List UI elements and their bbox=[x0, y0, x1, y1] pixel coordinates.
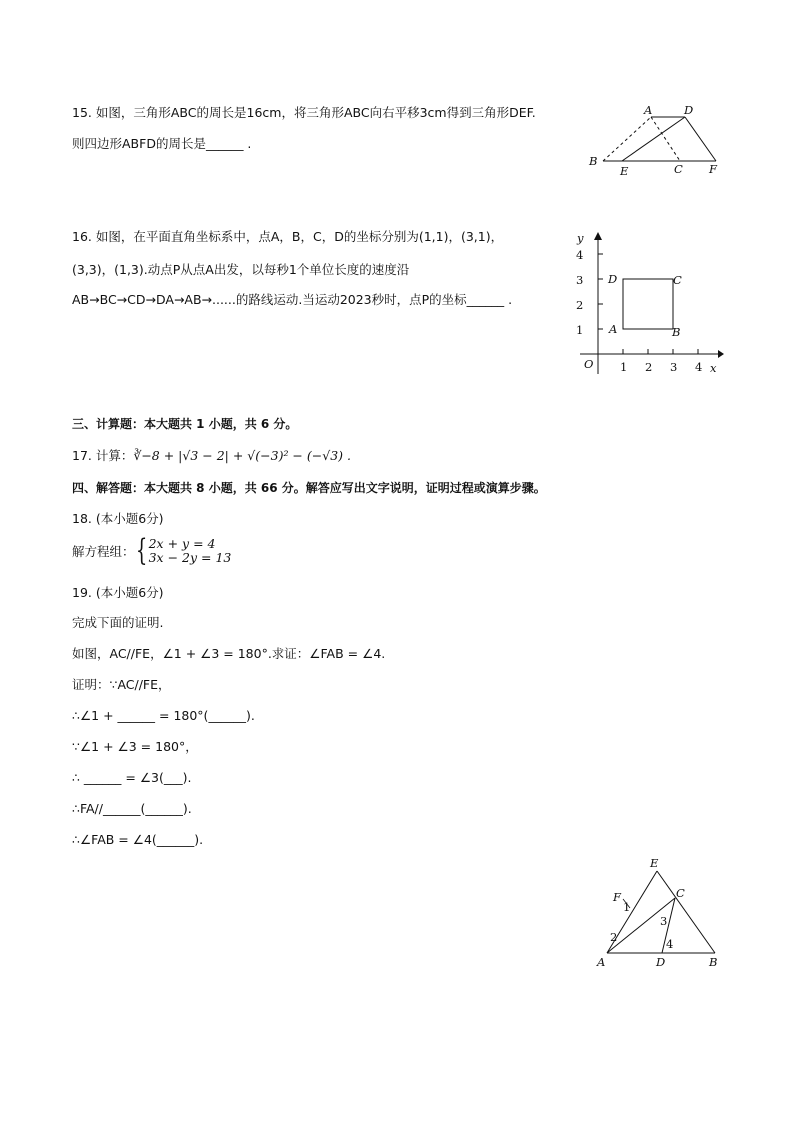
point-c-label: C bbox=[673, 273, 682, 287]
q19-angle-2: 2 bbox=[610, 930, 618, 944]
axis-y-label: y bbox=[577, 231, 584, 245]
x-tick-1: 1 bbox=[620, 360, 628, 374]
q15-label-d: D bbox=[684, 103, 694, 117]
q19-line-5: ∵∠1 + ∠3 = 180°， bbox=[72, 739, 198, 754]
q15-label-a: A bbox=[644, 103, 653, 117]
q15-label-e: E bbox=[620, 164, 629, 178]
point-d-label: D bbox=[608, 272, 618, 286]
point-b-label: B bbox=[672, 325, 681, 339]
section-4-heading: 四、解答题：本大题共 8 小题，共 66 分。解答应写出文字说明，证明过程或演算步骤。 bbox=[72, 481, 546, 495]
q15-line-1: 15. 如图，三角形ABC的周长是16cm，将三角形ABC向右平移3cm得到三角形DEF. bbox=[72, 105, 536, 120]
q19-line-7: ∴FA//______(______). bbox=[72, 801, 192, 816]
y-axis-arrow bbox=[594, 232, 602, 240]
q18-equation-2: 3x − 2y = 13 bbox=[148, 550, 232, 565]
y-tick-4: 4 bbox=[576, 248, 584, 262]
q16-line-1: 16. 如图，在平面直角坐标系中，点A，B，C，D的坐标分别为(1,1)，(3,1)， bbox=[72, 229, 504, 244]
q17-prefix: 17. 计算： bbox=[72, 448, 134, 463]
q19-line-1: 完成下面的证明. bbox=[72, 615, 164, 630]
y-tick-2: 2 bbox=[576, 298, 584, 312]
q19-label-a: A bbox=[597, 955, 606, 969]
x-tick-3: 3 bbox=[670, 360, 678, 374]
q19-line-4: ∴∠1 + ______ = 180°(______). bbox=[72, 708, 255, 723]
q16-coordinate-figure bbox=[570, 228, 730, 380]
q18-title: 18. (本小题6分) bbox=[72, 511, 164, 526]
q17-expression: ∛−8 + |√3 − 2| + √(−3)² − (−√3) . bbox=[133, 448, 351, 463]
q18-prompt: 解方程组： bbox=[72, 544, 135, 559]
q19-angle-1: 1 bbox=[623, 900, 631, 914]
q19-line-6: ∴ ______ = ∠3(___). bbox=[72, 770, 192, 785]
y-tick-3: 3 bbox=[576, 273, 584, 287]
x-axis-arrow bbox=[718, 350, 724, 358]
section-3-heading: 三、计算题：本大题共 1 小题，共 6 分。 bbox=[72, 417, 298, 431]
x-tick-2: 2 bbox=[645, 360, 653, 374]
q19-figure bbox=[590, 853, 730, 973]
q19-title: 19. (本小题6分) bbox=[72, 585, 164, 600]
q15-label-c: C bbox=[674, 162, 683, 176]
q17-line bbox=[72, 448, 351, 464]
q19-line-8: ∴∠FAB = ∠4(______). bbox=[72, 832, 204, 847]
q15-figure bbox=[585, 103, 725, 181]
q19-label-e: E bbox=[650, 856, 659, 870]
q19-label-c: C bbox=[676, 886, 685, 900]
origin-label: O bbox=[584, 357, 594, 371]
point-a-label: A bbox=[609, 322, 618, 336]
square-abcd bbox=[623, 279, 673, 329]
q15-line-2: 则四边形ABFD的周长是______ . bbox=[72, 136, 252, 151]
q16-line-3: AB→BC→CD→DA→AB→......的路线运动.当运动2023秒时，点P的坐标______ . bbox=[72, 292, 513, 307]
q19-label-b: B bbox=[709, 955, 718, 969]
brace-icon: { bbox=[135, 533, 147, 568]
q19-line-2: 如图，AC//FE，∠1 + ∠3 = 180°.求证：∠FAB = ∠4. bbox=[72, 646, 386, 661]
q15-label-b: B bbox=[589, 154, 598, 168]
q19-angle-3: 3 bbox=[660, 914, 668, 928]
q15-label-f: F bbox=[709, 162, 717, 176]
axis-x-label: x bbox=[710, 361, 717, 375]
q19-angle-4: 4 bbox=[666, 937, 674, 951]
q19-line-3: 证明：∵AC//FE， bbox=[72, 677, 171, 692]
q18-equation-1: 2x + y = 4 bbox=[148, 536, 216, 551]
q18-equation-system bbox=[72, 533, 232, 568]
q19-label-f: F bbox=[613, 890, 621, 904]
q16-line-2: (3,3)，(1,3).动点P从点A出发，以每秒1个单位长度的速度沿 bbox=[72, 262, 410, 277]
q19-label-d: D bbox=[656, 955, 666, 969]
x-tick-4: 4 bbox=[695, 360, 703, 374]
y-tick-1: 1 bbox=[576, 323, 584, 337]
